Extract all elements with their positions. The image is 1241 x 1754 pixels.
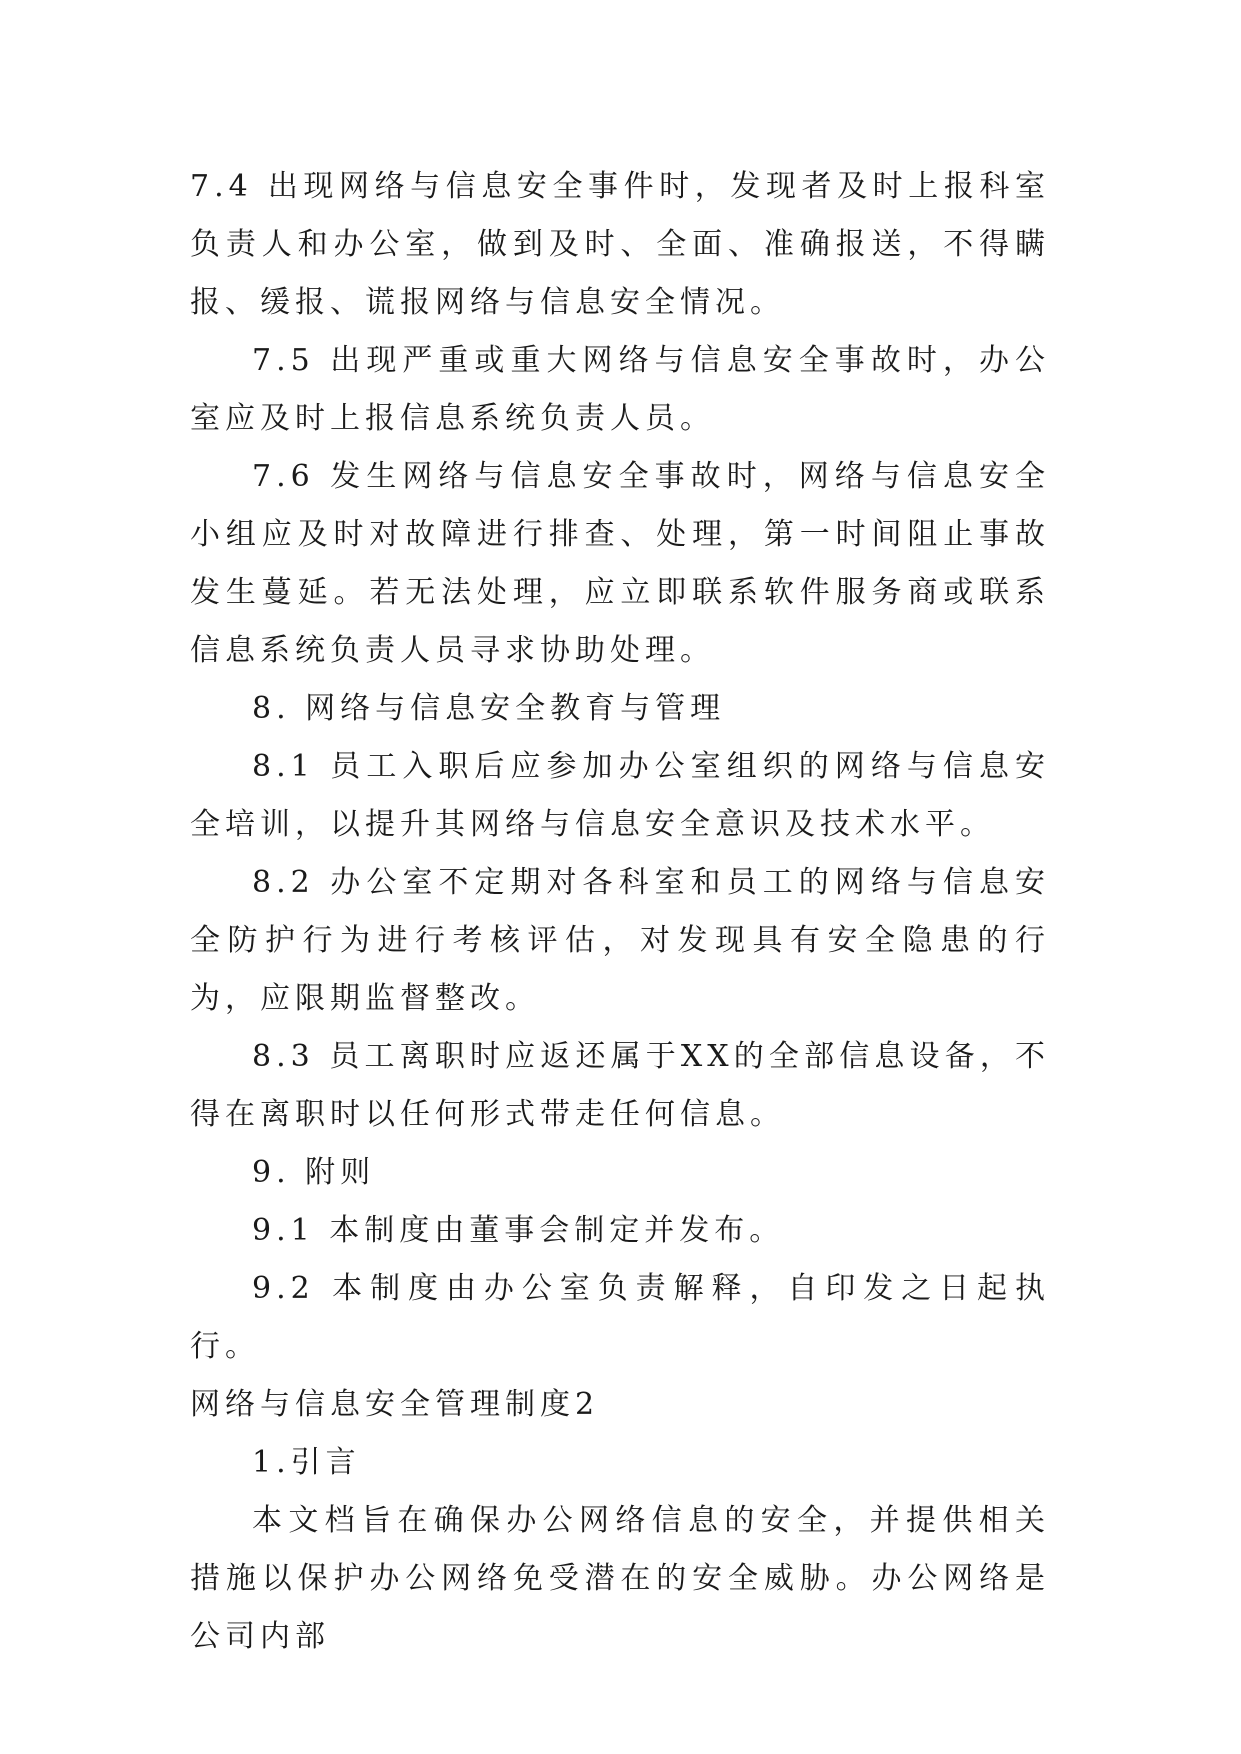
paragraph-7-4: 7.4 出现网络与信息安全事件时，发现者及时上报科室负责人和办公室，做到及时、全面、准确报送，不得瞒报、缓报、谎报网络与信息安全情况。: [190, 169, 1050, 320]
paragraph-9-2: 9.2 本制度由办公室负责解释，自印发之日起执行。: [190, 1271, 1050, 1364]
document-title-2: 网络与信息安全管理制度2: [190, 1387, 600, 1422]
section-heading-9: 9. 附则: [252, 1155, 376, 1190]
paragraph-8-2: 8.2 办公室不定期对各科室和员工的网络与信息安全防护行为进行考核评估，对发现具有安全隐患的行为，应限期监督整改。: [190, 865, 1050, 1016]
paragraph-7-5: 7.5 出现严重或重大网络与信息安全事故时，办公室应及时上报信息系统负责人员。: [190, 343, 1050, 436]
paragraph-8-1: 8.1 员工入职后应参加办公室组织的网络与信息安全培训，以提升其网络与信息安全意识及技术水平。: [190, 749, 1050, 842]
section-heading-1: 1.引言: [252, 1445, 361, 1480]
paragraph-8-3: 8.3 员工离职时应返还属于XX的全部信息设备，不得在离职时以任何形式带走任何信息。: [190, 1039, 1050, 1132]
paragraph-9-1: 9.1 本制度由董事会制定并发布。: [252, 1213, 785, 1248]
document-page: [190, 158, 1050, 1666]
paragraph-intro: 本文档旨在确保办公网络信息的安全，并提供相关措施以保护办公网络免受潜在的安全威胁。办公网络是公司内部: [190, 1503, 1050, 1654]
section-heading-8: 8. 网络与信息安全教育与管理: [252, 691, 726, 726]
paragraph-7-6: 7.6 发生网络与信息安全事故时，网络与信息安全小组应及时对故障进行排查、处理，第一时间阻止事故发生蔓延。若无法处理，应立即联系软件服务商或联系信息系统负责人员寻求协助处理。: [190, 459, 1050, 668]
